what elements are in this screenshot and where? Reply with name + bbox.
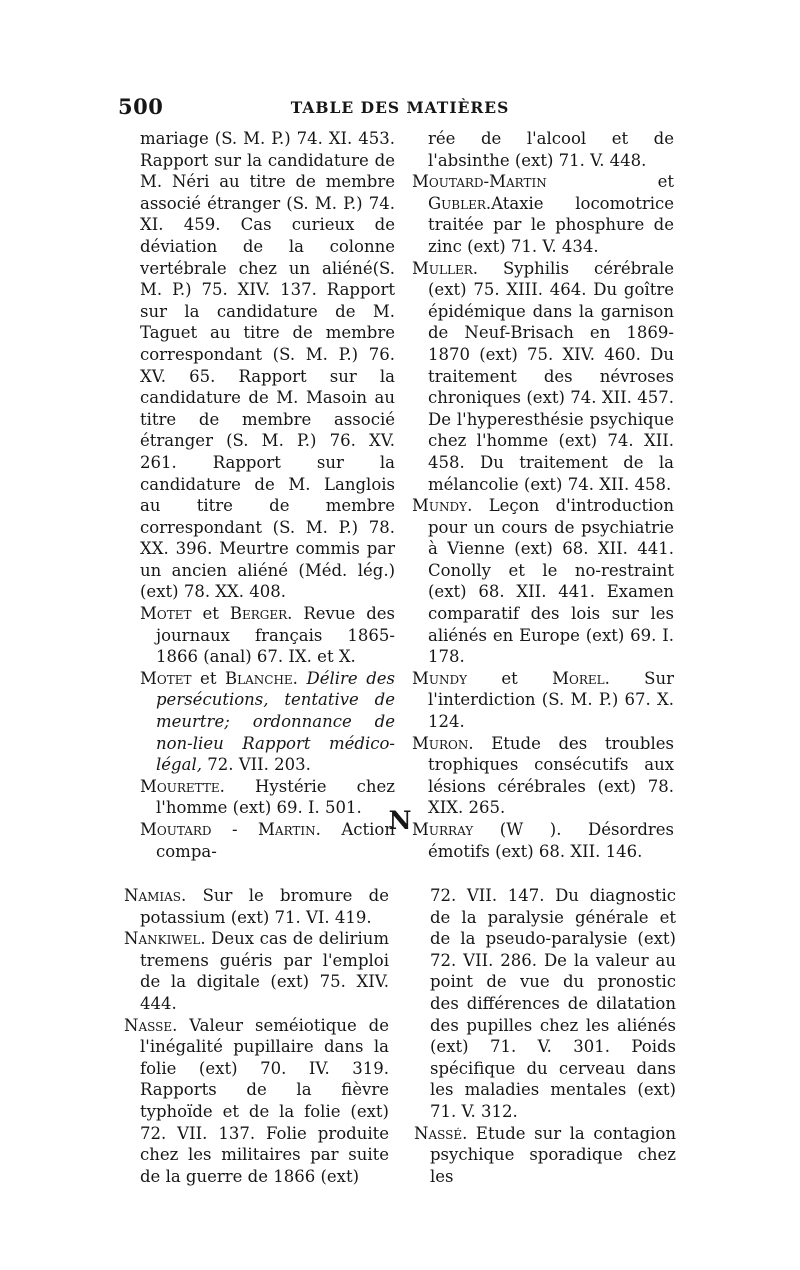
section-n-right-column (414, 885, 676, 1187)
entry-text: . Sur l'interdiction (S. M. P.) 67. X. 124. (428, 668, 674, 732)
entry-author: Motet (140, 604, 192, 624)
entry-text: (W ). Désordres émotifs (ext) 68. XII. 146. (428, 820, 674, 861)
entry-text: 72. VII. 147. Du diagnostic de la paralysie générale et de la pseudo-paralysie (ext) 72. VII. 286. De la valeur au point de vue du pronostic des différences de dilatation des pupilles chez les aliénés (ext) 71. V. 301. Poids spécifique du cerveau dans les maladies mentales (ext) 71. V. 312. (430, 886, 676, 1121)
entry-text: . Hystérie chez l'homme (ext) 69. I. 501. (156, 776, 395, 818)
entry-author: Nassé (414, 1123, 463, 1143)
entry-author: Gubler (428, 193, 486, 213)
entry-author: Muron (412, 733, 469, 753)
entry-author: Namias (124, 886, 182, 905)
entry-author: Mourette (140, 776, 220, 796)
entry-namias (124, 885, 389, 928)
entry-text: 72. VII. 203. (201, 755, 311, 775)
section-n-left-column (124, 885, 389, 1187)
entry-conjunction: et (191, 668, 225, 688)
entry-nankiwel (124, 928, 389, 1014)
section-m-left-column (140, 128, 395, 862)
entry-period: . (292, 668, 307, 688)
entry-author: Morel (552, 668, 605, 688)
entry-text: rée de l'alcool et de l'absinthe (ext) 71. V. 448. (428, 129, 674, 170)
entry-author: Nasse (124, 1015, 173, 1035)
entry-author: Moutard-Martin (412, 172, 547, 192)
entry-text: . Revue des journaux français 1865-1866 (anal) 67. IX. et X. (156, 604, 395, 667)
entry-text: . Sur le bromure de potassium (ext) 71. VI. 419. (140, 886, 389, 927)
entry-text: . Deux cas de delirium tremens guéris par l'emploi de la digitale (ext) 75. XIV. 444. (140, 929, 389, 1013)
entry-text: . Action compa- (156, 820, 395, 861)
entry-conjunction: et (546, 172, 674, 192)
entry-continuation (140, 128, 395, 603)
running-title: TABLE DES MATIÈRES (290, 98, 510, 117)
entry-mundy-morel (412, 668, 674, 733)
entry-author: Mundy (412, 668, 468, 688)
entry-text: . Valeur seméiotique de l'inégalité pupillaire dans la folie (ext) 70. IV. 319. Rapports de la fièvre typhoïde et de la folie (ext) 72. VII. 137. Folie produite chez les militaires par suite de la guerre de 1866 (ext) (140, 1015, 389, 1186)
entry-nasse (124, 1015, 389, 1188)
entry-continuation (412, 128, 674, 171)
entry-text: mariage (S. M. P.) 74. XI. 453. Rapport sur la candidature de M. Néri au titre de membre associé étranger (S. M. P.) 74. XI. 459. Cas curieux de déviation de la colonne vertébrale chez un aliéné(S. M. P.) 75. XIV. 137. Rapport sur la candidature de M. Taguet au titre de membre correspondant (S. M. P.) 76. XV. 65. Rapport sur la candidature de M. Masoin au titre de membre associé étranger (S. M. P.) 76. XV. 261. Rapport sur la candidature de M. Langlois au titre de membre correspondant (S. M. P.) 78. XX. 396. Meurtre commis par un ancien aliéné (Méd. lég.) (ext) 78. XX. 408. (140, 129, 395, 602)
entry-author: Motet (140, 668, 192, 688)
entry-moutard-martin-gubler (412, 171, 674, 257)
section-m-right-column (412, 128, 674, 862)
entry-italic-title: Délire des persécutions, tentative de meurtre; ordonnance de non-lieu Rapport médico-légal, (156, 668, 396, 775)
entry-text: . Etude des troubles trophiques consécutifs aux lésions cérébrales (ext) 78. XIX. 265. (428, 733, 674, 818)
entry-text: . Syphilis cérébrale (ext) 75. XIII. 464. Du goître épidémique dans la garnison de Neuf-Brisach en 1869-1870 (ext) 75. XIV. 460. Du traitement des névroses chroniques (ext) 74. XII. 457. De l'hyperesthésie psychique chez l'homme (ext) 74. XII. 458. Du traitement de la mélancolie (ext) 74. XII. 458. (428, 258, 674, 494)
entry-author: Nankiwel (124, 929, 201, 949)
entry-motet-blanche (140, 668, 395, 776)
entry-text: .Ataxie locomotrice traitée par le phosphure de zinc (ext) 71. V. 434. (428, 193, 674, 256)
entry-mundy (412, 495, 674, 668)
entry-continuation (414, 885, 676, 1123)
entry-author: Berger (229, 604, 288, 624)
entry-author: Muller (412, 258, 473, 278)
entry-author: Mundy (412, 496, 468, 516)
entry-muller (412, 258, 674, 496)
entry-author: Murray (412, 820, 474, 839)
entry-conjunction: et (467, 668, 553, 688)
entry-motet-berger (140, 603, 395, 668)
entry-author: Moutard - Martin (140, 820, 316, 839)
entry-text: . Leçon d'introduction pour un cours de psychiatrie à Vienne (ext) 68. XII. 441. Conolly et le no-restraint (ext) 68. XII. 441. Examen comparatif des lois sur les aliénés en Europe (ext) 69. I. 178. (428, 496, 674, 667)
entry-conjunction: et (191, 604, 230, 624)
entry-author: Blanche (225, 668, 293, 688)
entry-text: . Etude sur la contagion psychique sporadique chez les (430, 1123, 676, 1186)
section-heading-letter: N (388, 806, 412, 835)
page-number: 500 (118, 94, 164, 119)
entry-nasse-2 (414, 1123, 676, 1188)
